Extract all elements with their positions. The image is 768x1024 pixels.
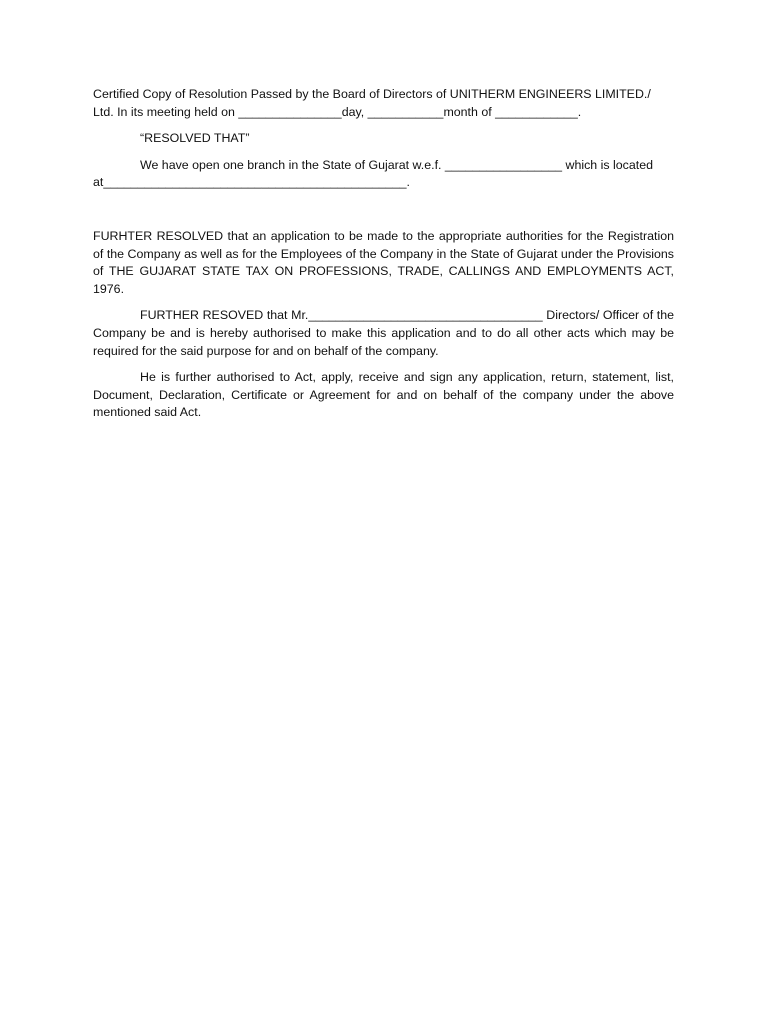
authorisation-paragraph: He is further authorised to Act, apply, receive and sign any application, return, statement, list, Document, Declaration, Certificate or Agreement for and on behalf of the company under the above mentioned said Act. bbox=[93, 370, 674, 420]
further-resolved-paragraph: FURHTER RESOLVED that an application to be made to the appropriate authorities for the Registration of the Company as well as for the Employees of the Company in the State of Gujarat under the Provisions of THE GUJARAT STATE TAX ON PROFESSIONS, TRADE, CALLINGS AND EMPLOYMENTS ACT, 1976. bbox=[93, 228, 674, 296]
branch-paragraph: We have open one branch in the State of Gujarat w.e.f. _________________ which is located at____________________________________________. bbox=[93, 157, 653, 190]
authorised-officer-paragraph: FURTHER RESOVED that Mr.__________________________________ Directors/ Officer of the Company be and is hereby authorised to make this application and to do all other acts which may be required for the said purpose for and on behalf of the company. bbox=[93, 308, 674, 358]
resolved-that-label: “RESOLVED THAT” bbox=[140, 131, 250, 146]
document-page bbox=[93, 86, 674, 422]
resolution-heading: Certified Copy of Resolution Passed by the Board of Directors of UNITHERM ENGINEERS LIMITED./ Ltd. In its meeting held on _______________day, ___________month of ____________. bbox=[93, 87, 651, 119]
